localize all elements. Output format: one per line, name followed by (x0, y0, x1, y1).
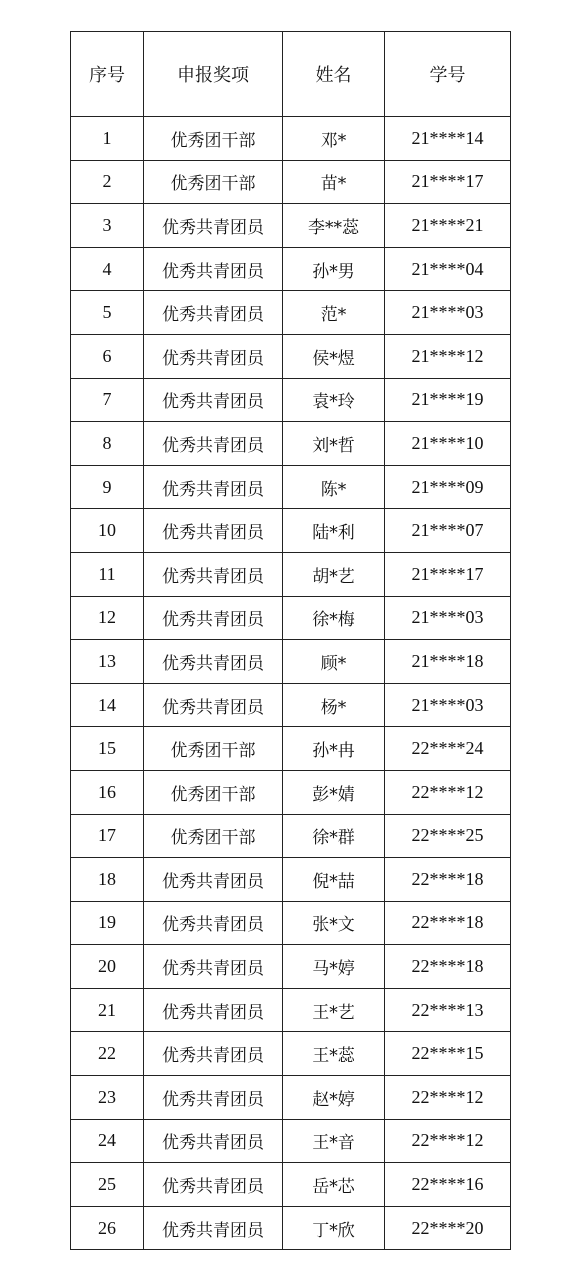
cell-award-type: 优秀共青团员 (144, 465, 283, 509)
cell-student-id: 22****18 (385, 945, 511, 989)
table-row (71, 1076, 511, 1120)
cell-student-id: 22****16 (385, 1163, 511, 1207)
cell-student-id: 21****12 (385, 334, 511, 378)
cell-award-type: 优秀共青团员 (144, 901, 283, 945)
table-row (71, 988, 511, 1032)
header-student-id: 学号 (385, 32, 511, 117)
cell-serial-number: 15 (71, 727, 144, 771)
cell-student-id: 21****14 (385, 117, 511, 161)
cell-student-id: 21****03 (385, 683, 511, 727)
cell-serial-number: 9 (71, 465, 144, 509)
cell-name: 张*文 (283, 901, 385, 945)
cell-serial-number: 17 (71, 814, 144, 858)
cell-student-id: 21****17 (385, 552, 511, 596)
cell-award-type: 优秀共青团员 (144, 1076, 283, 1120)
cell-award-type: 优秀团干部 (144, 160, 283, 204)
cell-award-type: 优秀共青团员 (144, 683, 283, 727)
cell-serial-number: 14 (71, 683, 144, 727)
table-row (71, 1206, 511, 1250)
cell-name: 王*蕊 (283, 1032, 385, 1076)
cell-student-id: 21****03 (385, 291, 511, 335)
table-row (71, 596, 511, 640)
cell-award-type: 优秀团干部 (144, 770, 283, 814)
cell-student-id: 22****18 (385, 901, 511, 945)
table-row (71, 117, 511, 161)
cell-name: 马*婷 (283, 945, 385, 989)
cell-student-id: 21****07 (385, 509, 511, 553)
cell-name: 赵*婷 (283, 1076, 385, 1120)
cell-name: 彭*婧 (283, 770, 385, 814)
table-row (71, 683, 511, 727)
table-row (71, 770, 511, 814)
table-row (71, 378, 511, 422)
cell-name: 邓* (283, 117, 385, 161)
table-header (71, 32, 511, 117)
cell-award-type: 优秀共青团员 (144, 247, 283, 291)
cell-award-type: 优秀共青团员 (144, 552, 283, 596)
table-row (71, 640, 511, 684)
cell-student-id: 21****04 (385, 247, 511, 291)
header-serial-number: 序号 (71, 32, 144, 117)
cell-student-id: 22****25 (385, 814, 511, 858)
cell-student-id: 21****09 (385, 465, 511, 509)
cell-name: 徐*群 (283, 814, 385, 858)
cell-award-type: 优秀共青团员 (144, 596, 283, 640)
cell-serial-number: 2 (71, 160, 144, 204)
cell-serial-number: 16 (71, 770, 144, 814)
cell-student-id: 22****18 (385, 858, 511, 902)
cell-award-type: 优秀共青团员 (144, 204, 283, 248)
cell-student-id: 22****15 (385, 1032, 511, 1076)
cell-award-type: 优秀共青团员 (144, 334, 283, 378)
table-row (71, 1163, 511, 1207)
cell-award-type: 优秀共青团员 (144, 1206, 283, 1250)
cell-name: 李**蕊 (283, 204, 385, 248)
table-body (71, 117, 511, 1250)
cell-name: 王*音 (283, 1119, 385, 1163)
cell-award-type: 优秀共青团员 (144, 291, 283, 335)
cell-name: 苗* (283, 160, 385, 204)
table-row (71, 291, 511, 335)
cell-name: 刘*哲 (283, 422, 385, 466)
table-row (71, 465, 511, 509)
cell-serial-number: 5 (71, 291, 144, 335)
cell-serial-number: 10 (71, 509, 144, 553)
cell-serial-number: 7 (71, 378, 144, 422)
cell-name: 杨* (283, 683, 385, 727)
cell-serial-number: 22 (71, 1032, 144, 1076)
cell-name: 陈* (283, 465, 385, 509)
cell-award-type: 优秀共青团员 (144, 1163, 283, 1207)
table-row (71, 901, 511, 945)
header-award-type: 申报奖项 (144, 32, 283, 117)
cell-award-type: 优秀共青团员 (144, 509, 283, 553)
table-row (71, 1032, 511, 1076)
cell-student-id: 21****03 (385, 596, 511, 640)
cell-student-id: 21****21 (385, 204, 511, 248)
cell-serial-number: 19 (71, 901, 144, 945)
cell-name: 孙*男 (283, 247, 385, 291)
cell-student-id: 22****24 (385, 727, 511, 771)
cell-name: 陆*利 (283, 509, 385, 553)
cell-serial-number: 1 (71, 117, 144, 161)
cell-serial-number: 8 (71, 422, 144, 466)
cell-award-type: 优秀共青团员 (144, 640, 283, 684)
table-row (71, 552, 511, 596)
table-row (71, 422, 511, 466)
cell-name: 胡*艺 (283, 552, 385, 596)
table-row (71, 204, 511, 248)
table-row (71, 509, 511, 553)
cell-student-id: 21****18 (385, 640, 511, 684)
award-table (70, 31, 511, 1250)
cell-name: 王*艺 (283, 988, 385, 1032)
cell-serial-number: 18 (71, 858, 144, 902)
cell-name: 岳*芯 (283, 1163, 385, 1207)
cell-student-id: 21****19 (385, 378, 511, 422)
table-row (71, 1119, 511, 1163)
cell-student-id: 22****12 (385, 1119, 511, 1163)
cell-name: 袁*玲 (283, 378, 385, 422)
cell-serial-number: 26 (71, 1206, 144, 1250)
cell-award-type: 优秀共青团员 (144, 422, 283, 466)
cell-student-id: 22****12 (385, 1076, 511, 1120)
cell-serial-number: 25 (71, 1163, 144, 1207)
cell-student-id: 22****20 (385, 1206, 511, 1250)
table-row (71, 945, 511, 989)
cell-award-type: 优秀团干部 (144, 814, 283, 858)
cell-name: 范* (283, 291, 385, 335)
cell-award-type: 优秀共青团员 (144, 858, 283, 902)
cell-award-type: 优秀团干部 (144, 727, 283, 771)
table-row (71, 727, 511, 771)
cell-award-type: 优秀共青团员 (144, 988, 283, 1032)
header-name: 姓名 (283, 32, 385, 117)
cell-student-id: 22****13 (385, 988, 511, 1032)
cell-name: 孙*冉 (283, 727, 385, 771)
cell-student-id: 21****10 (385, 422, 511, 466)
header-row (71, 32, 511, 117)
table-row (71, 858, 511, 902)
cell-award-type: 优秀共青团员 (144, 945, 283, 989)
cell-serial-number: 3 (71, 204, 144, 248)
cell-serial-number: 20 (71, 945, 144, 989)
cell-student-id: 21****17 (385, 160, 511, 204)
cell-award-type: 优秀共青团员 (144, 1032, 283, 1076)
cell-student-id: 22****12 (385, 770, 511, 814)
cell-name: 侯*煜 (283, 334, 385, 378)
cell-serial-number: 13 (71, 640, 144, 684)
cell-serial-number: 11 (71, 552, 144, 596)
cell-name: 徐*梅 (283, 596, 385, 640)
cell-serial-number: 24 (71, 1119, 144, 1163)
cell-award-type: 优秀共青团员 (144, 1119, 283, 1163)
cell-serial-number: 23 (71, 1076, 144, 1120)
cell-serial-number: 12 (71, 596, 144, 640)
cell-name: 倪*喆 (283, 858, 385, 902)
cell-name: 顾* (283, 640, 385, 684)
cell-serial-number: 6 (71, 334, 144, 378)
cell-award-type: 优秀共青团员 (144, 378, 283, 422)
cell-serial-number: 4 (71, 247, 144, 291)
table-row (71, 814, 511, 858)
table-row (71, 247, 511, 291)
table-row (71, 334, 511, 378)
cell-serial-number: 21 (71, 988, 144, 1032)
cell-name: 丁*欣 (283, 1206, 385, 1250)
cell-award-type: 优秀团干部 (144, 117, 283, 161)
table-row (71, 160, 511, 204)
